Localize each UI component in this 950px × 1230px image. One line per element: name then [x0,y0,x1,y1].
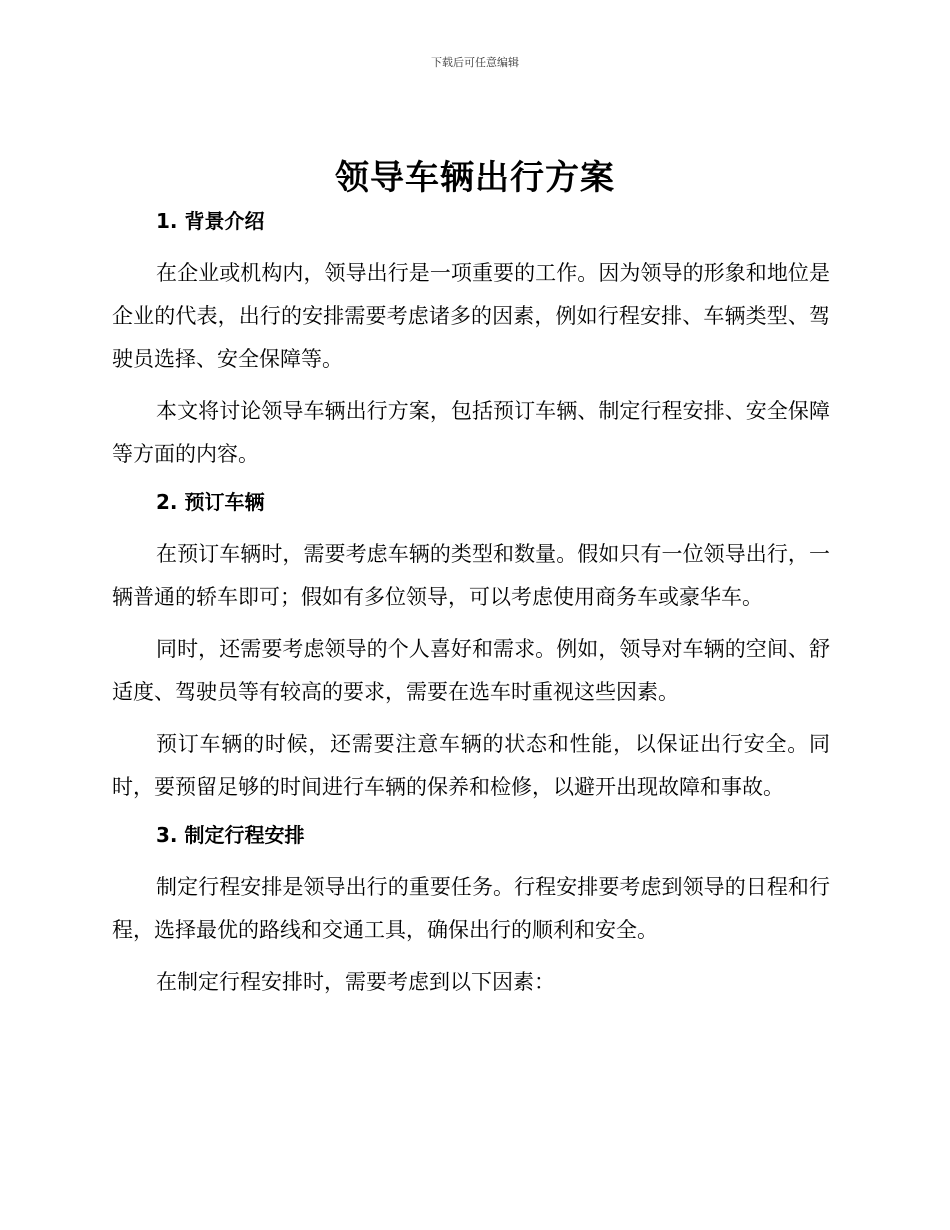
section-heading-reserve-vehicle: 2. 预订车辆 [156,490,265,514]
paragraph: 在预订车辆时，需要考虑车辆的类型和数量。假如只有一位领导出行，一辆普通的轿车即可；假如有多位领导，可以考虑使用商务车或豪华车。 [112,542,830,609]
page-header: 下载后可任意编辑 [431,56,519,69]
paragraph: 在企业或机构内，领导出行是一项重要的工作。因为领导的形象和地位是企业的代表，出行的安排需要考虑诸多的因素，例如行程安排、车辆类型、驾驶员选择、安全保障等。 [112,261,830,371]
paragraph: 本文将讨论领导车辆出行方案，包括预订车辆、制定行程安排、安全保障等方面的内容。 [112,399,830,466]
document-title: 领导车辆出行方案 [335,158,615,198]
section-heading-background: 1. 背景介绍 [156,209,265,233]
document-body [112,204,830,1013]
section-heading-itinerary: 3. 制定行程安排 [156,823,305,847]
paragraph: 在制定行程安排时，需要考虑到以下因素： [156,970,555,994]
paragraph: 制定行程安排是领导出行的重要任务。行程安排要考虑到领导的日程和行程，选择最优的路线和交通工具，确保出行的顺利和安全。 [112,875,830,942]
paragraph: 同时，还需要考虑领导的个人喜好和需求。例如，领导对车辆的空间、舒适度、驾驶员等有较高的要求，需要在选车时重视这些因素。 [112,637,830,704]
paragraph: 预订车辆的时候，还需要注意车辆的状态和性能，以保证出行安全。同时，要预留足够的时间进行车辆的保养和检修，以避开出现故障和事故。 [112,732,830,799]
